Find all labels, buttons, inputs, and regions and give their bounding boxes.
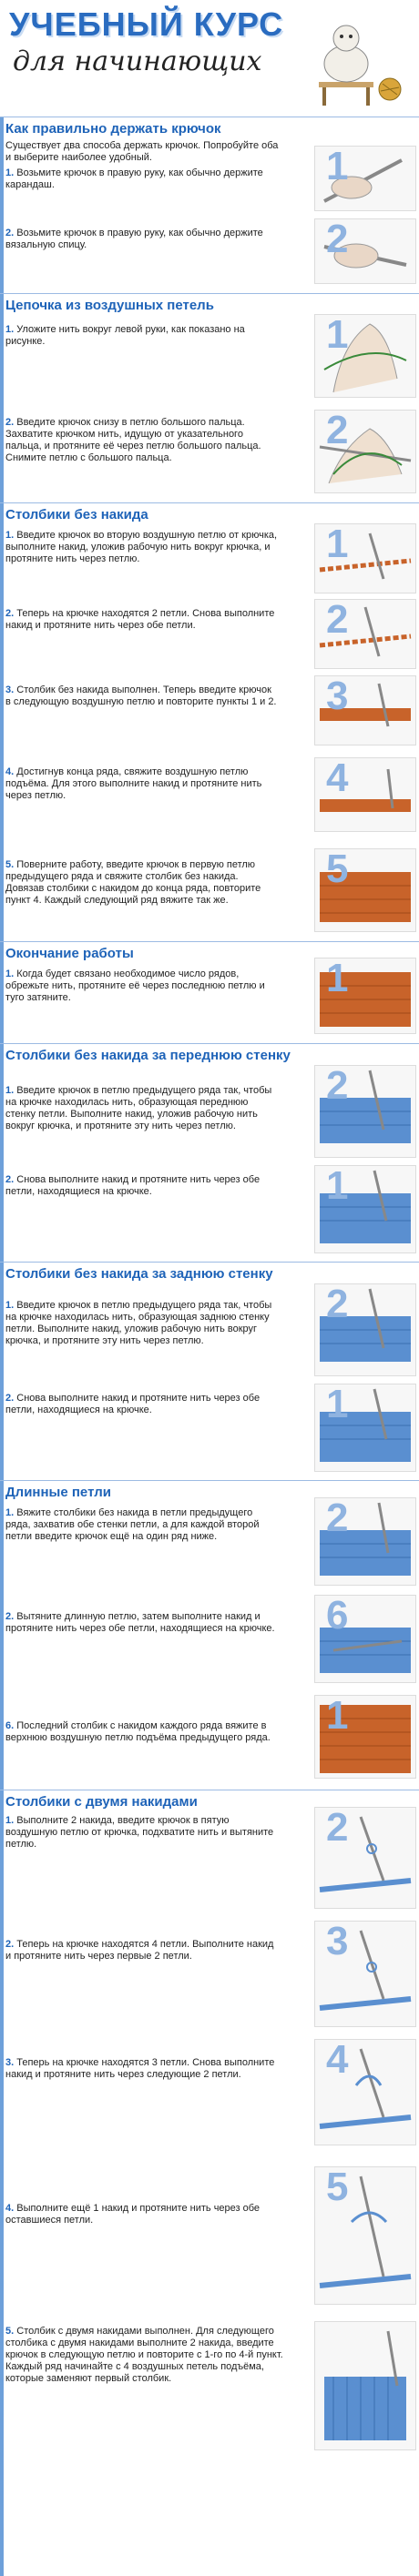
figure-number: 4 <box>326 2037 349 2082</box>
divider <box>0 293 419 294</box>
step-description: Снова выполните накид и протяните нить через обе петли, находящиеся на крючке. <box>5 1174 261 1197</box>
step-description: Вяжите столбики без накида в петли предыдущего ряда, захватив обе стенки петли, а для каждой второй петли введите крючок ещё на один ряд ниже. <box>5 1507 260 1542</box>
step-text <box>5 324 279 348</box>
figure-number: 1 <box>326 144 349 188</box>
step-number: 5. <box>5 2326 15 2337</box>
step-description: Возьмите крючок в правую руку, как обычно держите карандаш. <box>5 167 263 190</box>
step-number: 1. <box>5 1300 15 1311</box>
step-number: 3. <box>5 685 15 695</box>
step-description: Уложите нить вокруг левой руки, как показано на рисунке. <box>5 324 245 347</box>
step-text <box>5 1300 279 1347</box>
step-description: Выполните 2 накида, введите крючок в пятую воздушную петлю от крючка, подхватите нить и вытяните петлю. <box>5 1815 274 1850</box>
figure-number: 1 <box>326 312 349 357</box>
header <box>0 0 419 117</box>
section-title: Цепочка из воздушных петель <box>5 298 214 313</box>
step-text <box>5 1174 279 1198</box>
step-number: 1. <box>5 167 15 178</box>
step-text <box>5 1815 279 1851</box>
sheep-illustration <box>310 18 410 109</box>
figure-number: 1 <box>326 1163 349 1208</box>
figure-number: 2 <box>326 1063 349 1108</box>
step-text <box>5 2057 279 2081</box>
step-number: 2. <box>5 608 15 619</box>
step-number: 5. <box>5 859 15 870</box>
figure-double-treble-row <box>314 2321 416 2450</box>
step-text <box>5 1507 279 1543</box>
step-text <box>5 2203 279 2226</box>
step-description: Введите крючок в петлю предыдущего ряда так, чтобы на крючке находилась нить, образующая переднюю стенку петли. Выполните накид, уложив рабочую нить вокруг крючка, и протяните эту нить через петлю. <box>5 1085 272 1131</box>
step-text <box>5 1393 279 1416</box>
step-number: 4. <box>5 2203 15 2214</box>
section-title: Длинные петли <box>5 1485 111 1500</box>
step-text <box>5 417 279 464</box>
divider <box>0 941 419 942</box>
divider <box>0 1043 419 1044</box>
step-text <box>5 1611 279 1635</box>
step-text <box>5 608 279 632</box>
section-intro: Существует два способа держать крючок. Попробуйте оба и выберите наиболее удобный. <box>5 140 279 163</box>
step-number: 1. <box>5 1507 15 1518</box>
step-text <box>5 228 279 251</box>
step-description: Вытяните длинную петлю, затем выполните накид и протяните нить через обе петли, находящиеся на крючке. <box>5 1611 275 1634</box>
step-description: Выполните ещё 1 накид и протяните нить через обе оставшиеся петли. <box>5 2203 261 2226</box>
step-text <box>5 969 279 1004</box>
step-description: Столбик без накида выполнен. Теперь введите крючок в следующую воздушную петлю и повторите пункты 1 и 2. <box>5 685 277 707</box>
step-description: Теперь на крючке находятся 4 петли. Выполните накид и протяните нить через первые 2 петли. <box>5 1939 274 1962</box>
step-number: 2. <box>5 1939 15 1950</box>
step-number: 2. <box>5 417 15 428</box>
step-number: 4. <box>5 766 15 777</box>
step-text <box>5 1720 279 1744</box>
step-text <box>5 1939 279 1962</box>
figure-number: 5 <box>326 2165 349 2209</box>
page-title: УЧЕБНЫЙ КУРС <box>9 5 284 43</box>
figure-number: 1 <box>326 522 349 566</box>
figure-number: 1 <box>326 1382 349 1426</box>
step-text <box>5 766 279 802</box>
step-text <box>5 685 279 708</box>
page-subtitle: для начинающих <box>13 46 262 77</box>
step-description: Введите крючок в петлю предыдущего ряда так, чтобы на крючке находилась нить, образующая заднюю стенку петли. Выполните накид, уложив рабочую нить вокруг крючка, и протяните эту нить через петлю. <box>5 1300 272 1346</box>
figure-number: 6 <box>326 1593 349 1638</box>
figure-number: 2 <box>326 408 349 452</box>
step-text <box>5 530 279 565</box>
step-description: Достигнув конца ряда, свяжите воздушную петлю подъёма. Для этого выполните накид и протяните нить через петлю. <box>5 766 262 801</box>
step-number: 1. <box>5 324 15 335</box>
section-title: Столбики без накида <box>5 507 148 522</box>
step-number: 2. <box>5 1611 15 1622</box>
step-text <box>5 2326 288 2385</box>
figure-number: 2 <box>326 597 349 642</box>
step-description: Теперь на крючке находятся 2 петли. Снова выполните накид и протяните нить через обе петли. <box>5 608 275 631</box>
left-accent-bar <box>0 117 4 2576</box>
step-description: Возьмите крючок в правую руку, как обычно держите вязальную спицу. <box>5 228 263 250</box>
figure-number: 1 <box>326 1693 349 1738</box>
step-number: 6. <box>5 1720 15 1731</box>
step-description: Столбик с двумя накидами выполнен. Для следующего столбика с двумя накидами выполните 2 накида, введите крючок в следующую петлю и повторите с 1-го по 4-й пункт. Каждый ряд начинайте с 4 воздушных петель подъёма, которые заменяют первый столбик. <box>5 2326 283 2384</box>
step-number: 3. <box>5 2057 15 2068</box>
section-title: Столбики с двумя накидами <box>5 1794 198 1810</box>
section-title: Столбики без накида за переднюю стенку <box>5 1048 291 1063</box>
figure-number: 5 <box>326 847 349 891</box>
figure-number: 2 <box>326 217 349 261</box>
figure-number: 1 <box>326 956 349 1000</box>
section-title: Окончание работы <box>5 946 134 961</box>
step-description: Поверните работу, введите крючок в первую петлю предыдущего ряда и свяжите столбик без накида. Довязав столбики с накидом до конца ряда, повторите пункт 4. Каждый следующий ряд вяжите так же. <box>5 859 261 906</box>
divider <box>0 502 419 503</box>
figure-number: 2 <box>326 1496 349 1540</box>
divider <box>0 1262 419 1263</box>
step-description: Введите крючок снизу в петлю большого пальца. Захватите крючком нить, идущую от указательного пальца, и протяните её через петлю большого пальца. Снимите петлю с большого пальца. <box>5 417 261 463</box>
divider <box>0 1480 419 1481</box>
step-number: 1. <box>5 530 15 541</box>
figure-number: 4 <box>326 756 349 800</box>
step-number: 2. <box>5 228 15 238</box>
step-number: 1. <box>5 969 15 979</box>
step-text <box>5 167 279 191</box>
figure-number: 3 <box>326 1919 349 1963</box>
step-number: 1. <box>5 1815 15 1826</box>
step-description: Последний столбик с накидом каждого ряда вяжите в верхнюю воздушную петлю подъёма предыдущего ряда. <box>5 1720 271 1743</box>
step-description: Когда будет связано необходимое число рядов, обрежьте нить, протяните её через последнюю петлю и туго затяните. <box>5 969 265 1003</box>
step-description: Снова выполните накид и протяните нить через обе петли, находящиеся на крючке. <box>5 1393 261 1415</box>
step-text <box>5 1085 279 1132</box>
figure-number: 2 <box>326 1282 349 1326</box>
step-description: Теперь на крючке находятся 3 петли. Снова выполните накид и протяните нить через следующие 2 петли. <box>5 2057 275 2080</box>
section-title: Столбики без накида за заднюю стенку <box>5 1266 273 1282</box>
figure-number: 2 <box>326 1805 349 1850</box>
step-number: 2. <box>5 1174 15 1185</box>
figure-number: 3 <box>326 674 349 718</box>
step-text <box>5 859 279 907</box>
step-description: Введите крючок во вторую воздушную петлю от крючка, выполните накид, уложив рабочую нить вокруг крючка, и протяните нить через петлю. <box>5 530 278 564</box>
step-number: 1. <box>5 1085 15 1096</box>
section-title: Как правильно держать крючок <box>5 121 221 137</box>
step-number: 2. <box>5 1393 15 1404</box>
